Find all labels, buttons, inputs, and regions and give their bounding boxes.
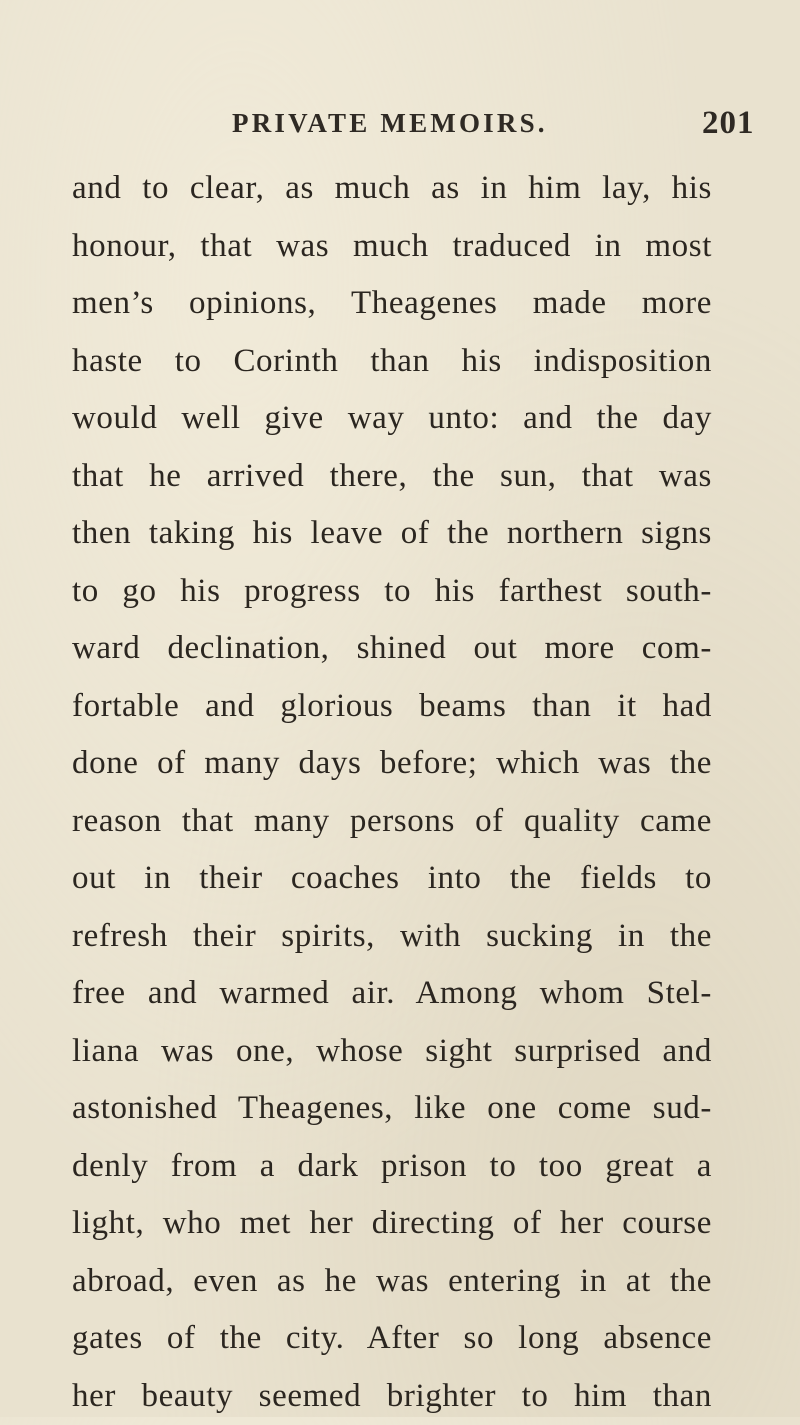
text-line: reason that many persons of quality came bbox=[72, 793, 712, 851]
text-line: to go his progress to his farthest south- bbox=[72, 563, 712, 621]
text-line: refresh their spirits, with sucking in the bbox=[72, 908, 712, 966]
text-line: then taking his leave of the northern signs bbox=[72, 505, 712, 563]
text-line: light, who met her directing of her course bbox=[72, 1195, 712, 1253]
text-line: fortable and glorious beams than it had bbox=[72, 678, 712, 736]
text-line: gates of the city. After so long absence bbox=[72, 1310, 712, 1368]
running-head bbox=[0, 108, 800, 152]
text-line: out in their coaches into the fields to bbox=[72, 850, 712, 908]
text-line: that he arrived there, the sun, that was bbox=[72, 448, 712, 506]
text-line: ward declination, shined out more com- bbox=[72, 620, 712, 678]
text-line: men’s opinions, Theagenes made more bbox=[72, 275, 712, 333]
page-number: 201 bbox=[702, 105, 755, 142]
text-line: her beauty seemed brighter to him than bbox=[72, 1368, 712, 1425]
text-line: abroad, even as he was entering in at the bbox=[72, 1253, 712, 1311]
text-line: haste to Corinth than his indisposition bbox=[72, 333, 712, 391]
text-line: astonished Theagenes, like one come sud- bbox=[72, 1080, 712, 1138]
text-line: denly from a dark prison to too great a bbox=[72, 1138, 712, 1196]
text-line: liana was one, whose sight surprised and bbox=[72, 1023, 712, 1081]
text-line: and to clear, as much as in him lay, his bbox=[72, 160, 712, 218]
body-text bbox=[72, 160, 712, 1425]
text-line: honour, that was much traduced in most bbox=[72, 218, 712, 276]
text-line: free and warmed air. Among whom Stel- bbox=[72, 965, 712, 1023]
text-line: would well give way unto: and the day bbox=[72, 390, 712, 448]
running-title: PRIVATE MEMOIRS. bbox=[232, 108, 548, 139]
text-line: done of many days before; which was the bbox=[72, 735, 712, 793]
